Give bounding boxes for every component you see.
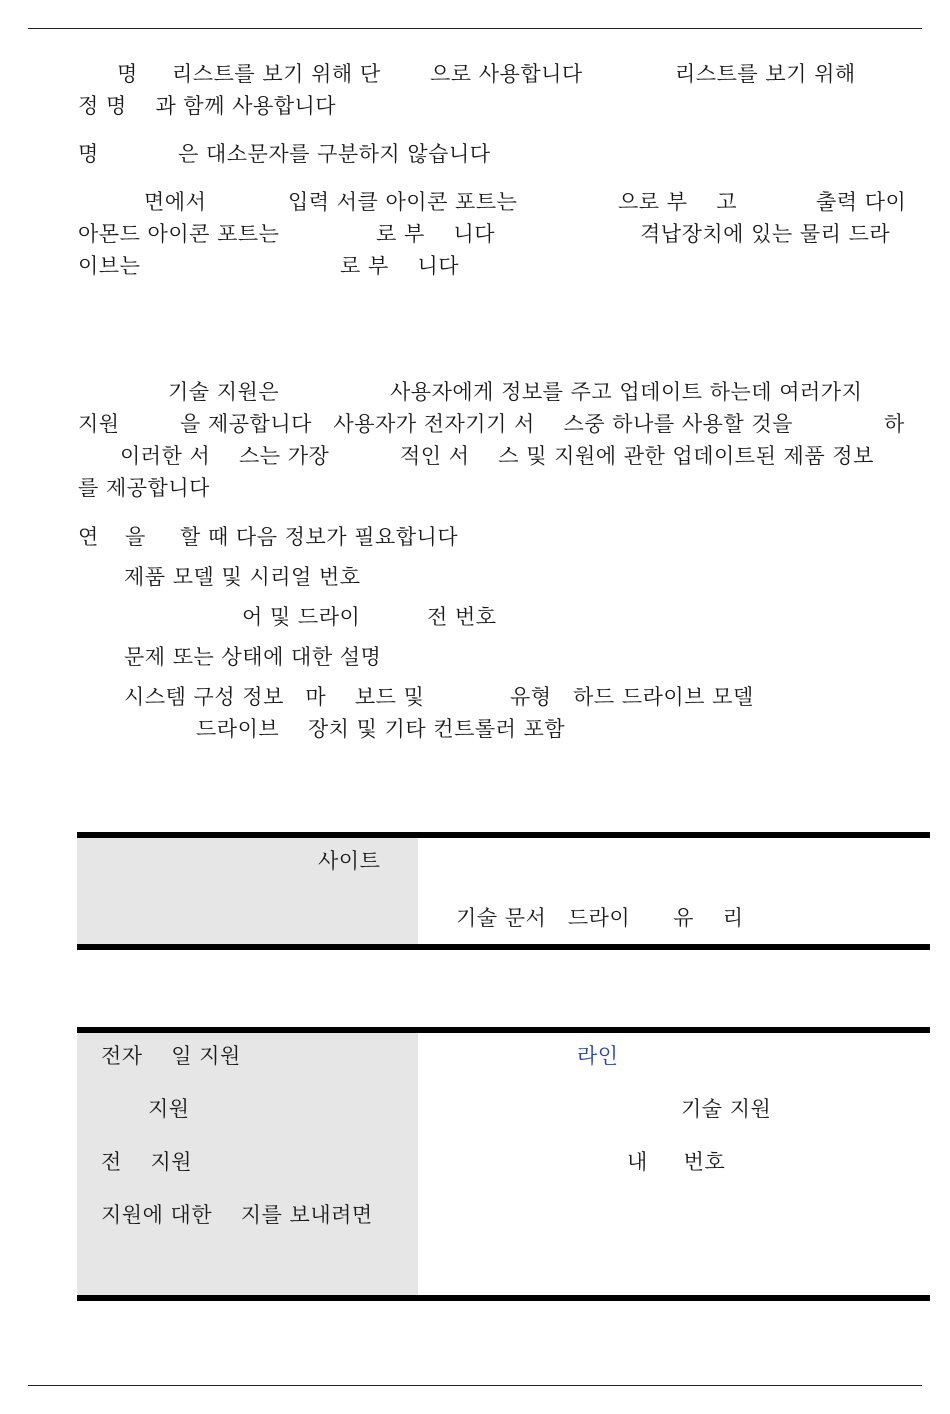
intro-text: 정 명 과 함께 사용합니다 <box>78 94 337 118</box>
support-text: 연 <box>78 525 99 549</box>
support-text: 사용자에게 정보를 주고 업데이트 하는데 여러가지 <box>390 380 863 404</box>
support-text: 할 때 다음 정보가 필요합니다 <box>180 525 459 549</box>
intro-text: 리스트를 보기 위해 단 <box>172 62 381 86</box>
table-label: 지원에 대한 지를 보내려면 <box>101 1203 373 1227</box>
support-text: 하 <box>884 412 905 436</box>
contact-table <box>77 1027 930 1301</box>
intro-text: 면에서 <box>144 190 207 214</box>
table-label: 사이트 <box>318 849 381 873</box>
list-item: 전 번호 <box>427 605 497 629</box>
intro-text: 은 대소문자를 구분하지 않습니다 <box>178 142 491 166</box>
list-item: 문제 또는 상태에 대한 설명 <box>124 645 382 669</box>
support-text: 을 제공합니다 사용자가 전자기기 서 스중 하나를 사용할 것을 <box>180 412 793 436</box>
online-link[interactable]: 라인 <box>577 1044 619 1068</box>
support-text: 지원 <box>78 412 120 436</box>
intro-text: 아몬드 아이콘 포트는 <box>78 222 280 246</box>
support-text: 를 제공합니다 <box>78 476 210 500</box>
intro-text: 입력 서클 아이콘 포트는 <box>288 190 518 214</box>
support-text: 기술 지원은 <box>168 380 280 404</box>
top-rule <box>28 28 922 29</box>
intro-text: 리스트를 보기 위해 <box>675 62 856 86</box>
intro-text: 출력 다이 <box>816 190 907 214</box>
support-text: 적인 서 스 및 지원에 관한 업데이트된 제품 정보 <box>400 444 874 468</box>
table-value: 기술 지원 <box>681 1097 772 1121</box>
list-item: 유형 하드 드라이브 모델 <box>510 685 754 709</box>
bottom-rule <box>28 1385 922 1386</box>
table-value: 기술 문서 드라이 유 리 <box>456 906 744 930</box>
list-item: 제품 모델 및 시리얼 번호 <box>124 565 361 589</box>
intro-text: 명 <box>117 62 138 86</box>
list-item: 어 및 드라이 <box>242 605 361 629</box>
support-text: 을 <box>125 525 146 549</box>
intro-text: 로 부 니다 <box>376 222 496 246</box>
table-label: 전 지원 <box>101 1150 193 1174</box>
support-text: 이러한 서 스는 가장 <box>120 444 330 468</box>
table-label: 지원 <box>148 1097 190 1121</box>
intro-text: 으로 사용합니다 <box>430 62 583 86</box>
intro-text: 격납장치에 있는 물리 드라 <box>640 222 891 246</box>
table-value: 내 번호 <box>627 1150 726 1174</box>
intro-text: 으로 부 고 <box>618 190 738 214</box>
intro-text: 로 부 니다 <box>340 254 460 278</box>
list-item: 시스템 구성 정보 마 보드 및 <box>124 685 425 709</box>
intro-text: 명 <box>78 142 99 166</box>
intro-text: 이브는 <box>78 254 141 278</box>
table-label: 전자 일 지원 <box>101 1044 241 1068</box>
website-table <box>77 832 930 950</box>
list-item: 드라이브 장치 및 기타 컨트롤러 포함 <box>196 717 566 741</box>
